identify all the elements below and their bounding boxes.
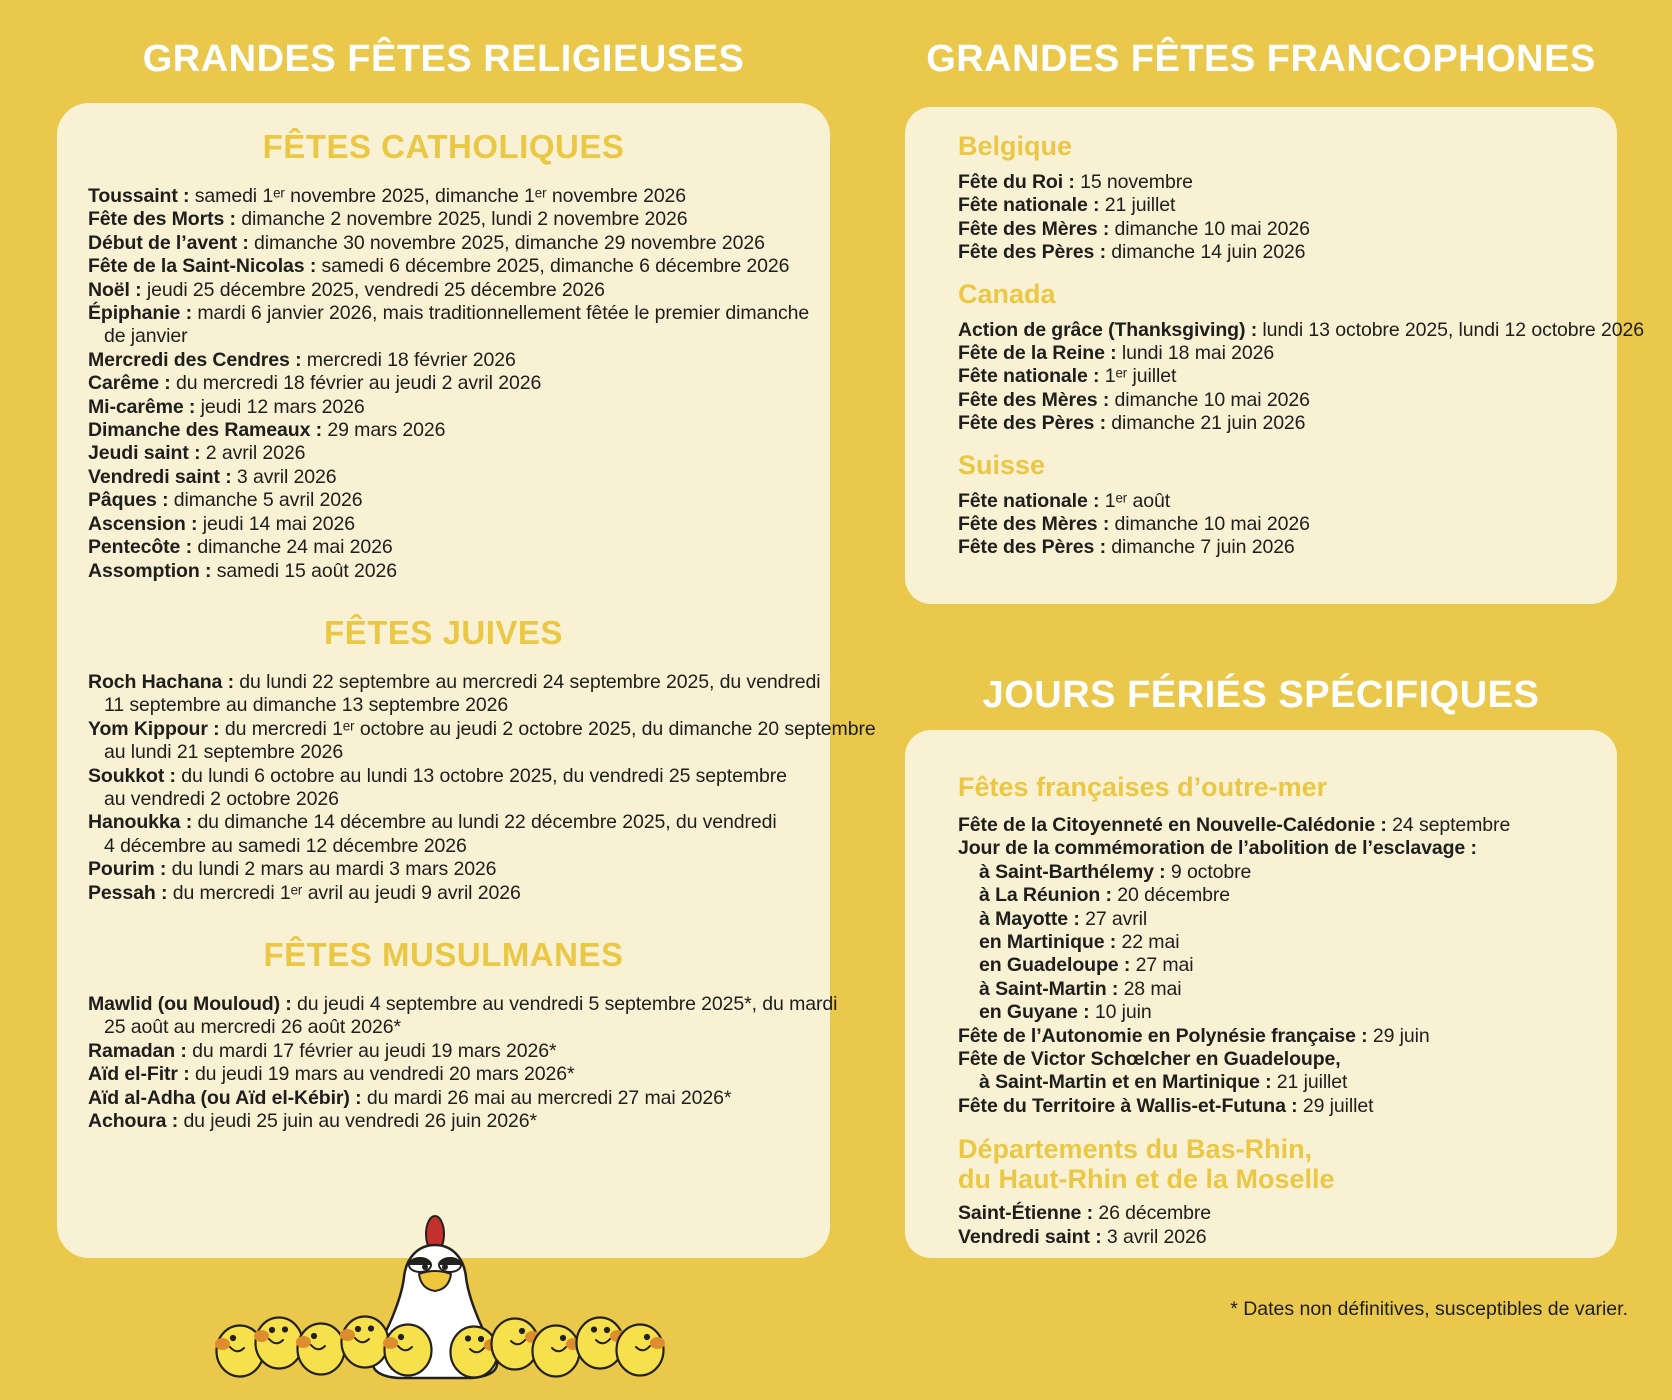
holiday-item bbox=[88, 208, 812, 231]
holiday-name: Début de l’avent : bbox=[88, 231, 255, 254]
holiday-date: du mercredi 1ᵉʳ avril au jeudi 9 avril 2026 bbox=[172, 881, 521, 904]
holiday-item bbox=[88, 232, 812, 255]
holiday-name: Aïd al-Adha (ou Aïd el-Kébir) : bbox=[88, 1086, 367, 1109]
holiday-item bbox=[958, 931, 1587, 954]
switzerland-heading: Suisse bbox=[958, 449, 1046, 480]
specific-public-holidays-title: JOURS FÉRIÉS SPÉCIFIQUES bbox=[982, 674, 1540, 716]
section-belgium bbox=[905, 129, 1617, 265]
holiday-item bbox=[88, 670, 821, 694]
holiday-date: 28 mai bbox=[1123, 977, 1182, 1000]
holiday-item bbox=[88, 1110, 812, 1133]
holiday-name: Jour de la commémoration de l’abolition de l’esclavage : bbox=[958, 837, 1477, 860]
holiday-date: du mercredi 18 février au jeudi 2 avril 2026 bbox=[175, 372, 542, 395]
holiday-name: Mi-carême : bbox=[88, 395, 201, 418]
holiday-item bbox=[88, 325, 812, 348]
holiday-item bbox=[958, 171, 1587, 194]
holiday-date: du jeudi 4 septembre au vendredi 5 septembre 2025*, du mardi bbox=[297, 992, 838, 1015]
holiday-item bbox=[88, 442, 812, 465]
switzerland-list bbox=[958, 490, 1587, 560]
holiday-name: Pessah : bbox=[88, 881, 173, 904]
holiday-item bbox=[958, 954, 1587, 977]
holiday-date: dimanche 10 mai 2026 bbox=[1114, 217, 1310, 240]
holiday-name: à Saint-Martin et en Martinique : bbox=[979, 1071, 1277, 1094]
holiday-name: Jeudi saint : bbox=[88, 442, 206, 465]
holiday-item bbox=[958, 1048, 1587, 1071]
holiday-name: à Saint-Barthélemy : bbox=[979, 860, 1171, 883]
holiday-item bbox=[88, 835, 812, 858]
holiday-name: Aïd el-Fitr : bbox=[88, 1063, 195, 1086]
holiday-date: 20 décembre bbox=[1117, 884, 1230, 907]
holiday-item bbox=[958, 490, 1587, 513]
holiday-date: samedi 15 août 2026 bbox=[216, 559, 397, 582]
holiday-date: jeudi 25 décembre 2025, vendredi 25 décembre 2026 bbox=[146, 278, 605, 301]
holiday-date: 25 août au mercredi 26 août 2026* bbox=[104, 1016, 401, 1039]
holiday-name: Carême : bbox=[88, 372, 176, 395]
holiday-date: 2 avril 2026 bbox=[205, 442, 306, 465]
holiday-item bbox=[958, 1095, 1587, 1118]
holiday-name: à Saint-Martin : bbox=[979, 977, 1124, 1000]
holiday-item bbox=[958, 861, 1587, 884]
holiday-item bbox=[88, 992, 838, 1016]
holiday-date: du mercredi 1ᵉʳ octobre au jeudi 2 octobre 2025, du dimanche 20 septembre bbox=[224, 717, 876, 740]
holiday-name: Saint-Étienne : bbox=[958, 1202, 1099, 1225]
holiday-item bbox=[88, 279, 812, 302]
holiday-name: Mercredi des Cendres : bbox=[88, 348, 307, 371]
chick-icon bbox=[617, 1325, 666, 1376]
catholic-holidays-list bbox=[57, 185, 830, 583]
holiday-item bbox=[958, 513, 1587, 536]
holiday-name: Assomption : bbox=[88, 559, 217, 582]
holiday-name: Pentecôte : bbox=[88, 536, 198, 559]
holiday-date: du lundi 22 septembre au mercredi 24 septembre 2025, du vendredi bbox=[239, 670, 821, 693]
hen-left-pupil-icon bbox=[422, 1264, 428, 1270]
chick-icon bbox=[383, 1325, 432, 1376]
holiday-item bbox=[88, 1016, 812, 1039]
holiday-item bbox=[958, 412, 1587, 435]
holiday-item bbox=[88, 372, 812, 395]
holiday-item bbox=[958, 194, 1587, 217]
holiday-name: en Martinique : bbox=[979, 931, 1122, 954]
holiday-date: 29 juin bbox=[1372, 1024, 1430, 1047]
holiday-name: Ramadan : bbox=[88, 1039, 193, 1062]
holiday-item bbox=[958, 837, 1587, 860]
left-column-title: GRANDES FÊTES RELIGIEUSES bbox=[142, 38, 745, 80]
holiday-date: 3 avril 2026 bbox=[236, 465, 337, 488]
holiday-item bbox=[88, 717, 876, 741]
canada-heading: Canada bbox=[958, 278, 1056, 309]
holiday-date: mardi 6 janvier 2026, mais traditionnellement fêtée le premier dimanche bbox=[197, 302, 810, 325]
holiday-item bbox=[958, 536, 1587, 559]
holiday-item bbox=[88, 788, 812, 811]
holiday-item bbox=[958, 218, 1587, 241]
holiday-item bbox=[958, 1226, 1587, 1249]
holiday-date: lundi 13 octobre 2025, lundi 12 octobre 2026 bbox=[1262, 318, 1644, 341]
section-alsace-moselle bbox=[905, 1134, 1617, 1249]
holiday-item bbox=[88, 349, 812, 372]
alsace-moselle-list bbox=[958, 1202, 1587, 1249]
holiday-item bbox=[88, 1040, 812, 1063]
footnote: * Dates non définitives, susceptibles de varier. bbox=[1230, 1298, 1628, 1320]
holiday-date: 21 juillet bbox=[1276, 1071, 1348, 1094]
holiday-name: Toussaint : bbox=[88, 185, 195, 207]
holiday-date: dimanche 7 juin 2026 bbox=[1111, 536, 1295, 559]
holiday-name: Fête des Morts : bbox=[88, 208, 242, 231]
section-muslim-holidays bbox=[57, 935, 838, 1133]
holiday-item bbox=[88, 765, 812, 788]
holiday-name: Fête de la Saint-Nicolas : bbox=[88, 255, 322, 278]
holiday-item bbox=[958, 908, 1587, 931]
holiday-date: 10 juin bbox=[1094, 1001, 1152, 1024]
holiday-name: Action de grâce (Thanksgiving) : bbox=[958, 318, 1263, 341]
holiday-date: 1ᵉʳ août bbox=[1104, 489, 1171, 512]
chick-icon bbox=[296, 1324, 345, 1375]
holiday-item bbox=[88, 882, 812, 905]
holiday-name: Vendredi saint : bbox=[958, 1225, 1107, 1248]
holiday-item bbox=[958, 1071, 1587, 1094]
francophone-holidays-panel bbox=[905, 107, 1644, 604]
holiday-item bbox=[958, 814, 1587, 837]
holiday-date: 15 novembre bbox=[1080, 171, 1193, 193]
holiday-date: 3 avril 2026 bbox=[1106, 1225, 1207, 1248]
holiday-item bbox=[88, 811, 812, 834]
holiday-item bbox=[88, 694, 812, 717]
muslim-holidays-list bbox=[57, 992, 838, 1133]
holiday-name: Noël : bbox=[88, 278, 147, 301]
holiday-date: 29 mars 2026 bbox=[327, 419, 446, 442]
muslim-holidays-heading: FÊTES MUSULMANES bbox=[263, 935, 624, 973]
holiday-name: Pâques : bbox=[88, 489, 174, 512]
holiday-date: 21 juillet bbox=[1104, 194, 1176, 217]
section-jewish-holidays bbox=[57, 613, 876, 905]
holiday-date: dimanche 21 juin 2026 bbox=[1111, 412, 1306, 435]
holiday-name: Yom Kippour : bbox=[88, 717, 225, 740]
holiday-item bbox=[88, 1087, 812, 1110]
holiday-name: en Guyane : bbox=[979, 1001, 1095, 1024]
section-catholic-holidays bbox=[57, 127, 830, 583]
holiday-item bbox=[88, 396, 812, 419]
holiday-name: à La Réunion : bbox=[979, 884, 1118, 907]
holiday-date: 11 septembre au dimanche 13 septembre 2026 bbox=[104, 694, 509, 717]
holiday-date: au lundi 21 septembre 2026 bbox=[104, 741, 344, 764]
holiday-item bbox=[958, 318, 1644, 342]
holiday-item bbox=[88, 741, 812, 764]
holiday-date: 27 avril bbox=[1085, 907, 1148, 930]
alsace-moselle-heading-line2: du Haut-Rhin et de la Moselle bbox=[958, 1164, 1335, 1195]
holiday-name: Fête nationale : bbox=[958, 365, 1105, 388]
holiday-name: Fête de Victor Schœlcher en Guadeloupe, bbox=[958, 1048, 1341, 1071]
holiday-item bbox=[88, 858, 812, 881]
holiday-date: dimanche 30 novembre 2025, dimanche 29 novembre 2026 bbox=[254, 231, 765, 254]
holiday-date: mercredi 18 février 2026 bbox=[306, 348, 516, 371]
holiday-item bbox=[958, 1202, 1587, 1225]
holiday-item bbox=[88, 513, 812, 536]
holiday-date: 1ᵉʳ juillet bbox=[1104, 365, 1177, 388]
holiday-date: lundi 18 mai 2026 bbox=[1121, 342, 1275, 365]
chick-icon bbox=[254, 1318, 303, 1369]
holiday-date: 22 mai bbox=[1121, 931, 1180, 954]
holiday-item bbox=[88, 536, 812, 559]
holiday-date: 9 octobre bbox=[1170, 860, 1252, 883]
holiday-date: du jeudi 19 mars au vendredi 20 mars 2026* bbox=[194, 1063, 575, 1086]
holiday-item bbox=[88, 1063, 812, 1086]
holiday-date: dimanche 10 mai 2026 bbox=[1114, 388, 1310, 411]
holiday-item bbox=[958, 1025, 1587, 1048]
holiday-item bbox=[88, 419, 812, 442]
holiday-item bbox=[88, 255, 812, 278]
holiday-date: samedi 6 décembre 2025, dimanche 6 décembre 2026 bbox=[321, 255, 790, 278]
section-canada bbox=[905, 277, 1644, 436]
holiday-name: Achoura : bbox=[88, 1110, 184, 1132]
holiday-item bbox=[958, 241, 1587, 264]
jewish-holidays-list bbox=[57, 670, 876, 905]
catholic-holidays-heading: FÊTES CATHOLIQUES bbox=[262, 128, 625, 165]
religious-holidays-panel bbox=[57, 103, 876, 1258]
chick-icon bbox=[533, 1326, 582, 1377]
holiday-name: Vendredi saint : bbox=[88, 465, 237, 488]
holiday-date: de janvier bbox=[104, 325, 188, 348]
section-switzerland bbox=[905, 448, 1617, 560]
holiday-date: 24 septembre bbox=[1392, 814, 1511, 836]
holiday-date: dimanche 2 novembre 2025, lundi 2 novembre 2026 bbox=[241, 208, 688, 231]
hen-with-chicks-illustration bbox=[212, 1203, 668, 1385]
holiday-name: Mawlid (ou Mouloud) : bbox=[88, 992, 297, 1015]
holiday-date: du mardi 26 mai au mercredi 27 mai 2026* bbox=[366, 1086, 732, 1109]
holiday-name: Fête nationale : bbox=[958, 194, 1105, 217]
chick-icon bbox=[340, 1317, 389, 1368]
holiday-name: Fête du Roi : bbox=[958, 171, 1081, 193]
holiday-name: Fête des Mères : bbox=[958, 388, 1115, 411]
holiday-item bbox=[88, 560, 812, 583]
holiday-name: à Mayotte : bbox=[979, 907, 1086, 930]
holiday-item bbox=[958, 884, 1587, 907]
holiday-date: dimanche 24 mai 2026 bbox=[197, 536, 393, 559]
holiday-date: dimanche 10 mai 2026 bbox=[1114, 513, 1310, 536]
holiday-name: Roch Hachana : bbox=[88, 670, 240, 693]
hen-right-pupil-icon bbox=[442, 1264, 448, 1270]
holiday-date: dimanche 14 juin 2026 bbox=[1111, 241, 1306, 264]
holiday-name: Ascension : bbox=[88, 512, 203, 535]
holiday-name: Fête de la Citoyenneté en Nouvelle-Calédonie : bbox=[958, 814, 1393, 836]
holiday-name: Dimanche des Rameaux : bbox=[88, 419, 328, 442]
holiday-date: du dimanche 14 décembre au lundi 22 décembre 2025, du vendredi bbox=[197, 811, 777, 834]
holiday-name: Fête de la Reine : bbox=[958, 342, 1122, 365]
holiday-date: du lundi 6 octobre au lundi 13 octobre 2025, du vendredi 25 septembre bbox=[181, 764, 787, 787]
holiday-item bbox=[958, 978, 1587, 1001]
holiday-date: au vendredi 2 octobre 2026 bbox=[104, 787, 339, 810]
alsace-moselle-heading-line1: Départements du Bas-Rhin, bbox=[958, 1134, 1313, 1165]
holiday-name: Hanoukka : bbox=[88, 811, 198, 834]
holiday-item bbox=[88, 466, 812, 489]
holiday-item bbox=[88, 489, 812, 512]
holiday-date: jeudi 14 mai 2026 bbox=[202, 512, 355, 535]
holiday-date: dimanche 5 avril 2026 bbox=[173, 489, 363, 512]
jewish-holidays-heading: FÊTES JUIVES bbox=[324, 613, 563, 651]
holiday-name: Fête des Pères : bbox=[958, 536, 1112, 559]
overseas-france-list bbox=[958, 814, 1587, 1118]
holiday-item bbox=[88, 185, 812, 208]
holiday-name: Fête des Pères : bbox=[958, 412, 1112, 435]
alsace-moselle-heading bbox=[958, 1134, 1587, 1194]
holiday-date: 26 décembre bbox=[1098, 1202, 1212, 1225]
holiday-date: 29 juillet bbox=[1302, 1094, 1374, 1117]
holiday-item bbox=[958, 389, 1587, 412]
holiday-item bbox=[958, 365, 1587, 388]
specific-public-holidays-panel bbox=[905, 730, 1617, 1258]
holiday-name: Pourim : bbox=[88, 858, 172, 881]
holiday-date: samedi 1ᵉʳ novembre 2025, dimanche 1ᵉʳ novembre 2026 bbox=[194, 185, 687, 207]
holiday-date: du mardi 17 février au jeudi 19 mars 2026* bbox=[192, 1039, 557, 1062]
holiday-name: Épiphanie : bbox=[88, 302, 198, 325]
holiday-name: en Guadeloupe : bbox=[979, 954, 1136, 977]
holiday-date: du lundi 2 mars au mardi 3 mars 2026 bbox=[171, 858, 497, 881]
holiday-name: Fête du Territoire à Wallis-et-Futuna : bbox=[958, 1094, 1303, 1117]
belgium-list bbox=[958, 171, 1587, 265]
holiday-item bbox=[88, 302, 812, 325]
holiday-name: Fête des Mères : bbox=[958, 513, 1115, 536]
overseas-france-heading: Fêtes françaises d’outre-mer bbox=[958, 772, 1328, 802]
belgium-heading: Belgique bbox=[958, 131, 1073, 161]
right-column-title: GRANDES FÊTES FRANCOPHONES bbox=[926, 38, 1596, 80]
holiday-name: Fête des Mères : bbox=[958, 217, 1115, 240]
holiday-name: Fête de l’Autonomie en Polynésie française : bbox=[958, 1024, 1373, 1047]
holiday-name: Fête nationale : bbox=[958, 489, 1105, 512]
section-overseas-france bbox=[905, 770, 1617, 1118]
holiday-date: jeudi 12 mars 2026 bbox=[200, 395, 365, 418]
holiday-item bbox=[958, 1001, 1587, 1024]
holiday-name: Soukkot : bbox=[88, 764, 182, 787]
holiday-name: Fête des Pères : bbox=[958, 241, 1112, 264]
holiday-date: 4 décembre au samedi 12 décembre 2026 bbox=[104, 834, 467, 857]
holiday-date: du jeudi 25 juin au vendredi 26 juin 2026* bbox=[183, 1110, 538, 1132]
holiday-item bbox=[958, 342, 1587, 365]
canada-list bbox=[958, 318, 1644, 436]
holiday-date: 27 mai bbox=[1135, 954, 1194, 977]
